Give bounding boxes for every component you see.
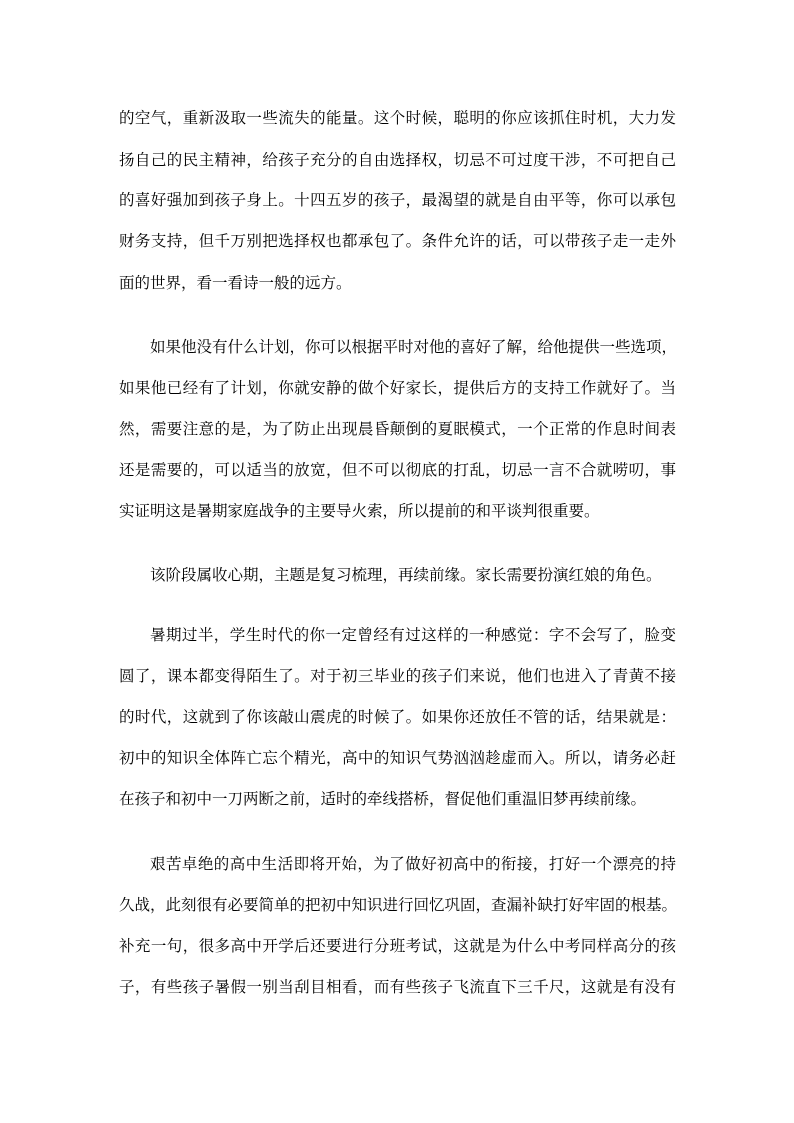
- paragraph-4-line-5: 在孩子和初中一刀两断之前，适时的牵线搭桥，督促他们重温旧梦再续前缘。: [119, 790, 647, 808]
- paragraph-2-line-3: 然，需要注意的是，为了防止出现晨昏颠倒的夏眠模式，一个正常的作息时间表: [119, 420, 676, 438]
- paragraph-1-line-3: 的喜好强加到孩子身上。十四五岁的孩子，最渴望的就是自由平等，你可以承包: [119, 191, 676, 209]
- paragraph-2-line-1: 如果他没有什么计划，你可以根据平时对他的喜好了解，给他提供一些选项，: [150, 338, 678, 356]
- paragraph-2-line-5: 实证明这是暑期家庭战争的主要导火索，所以提前的和平谈判很重要。: [119, 502, 600, 520]
- paragraph-1-line-4: 财务支持，但千万别把选择权也都承包了。条件允许的话，可以带孩子走一走外: [119, 232, 676, 250]
- paragraph-3-line-1: 该阶段属收心期，主题是复习梳理，再续前缘。家长需要扮演红娘的角色。: [150, 566, 662, 584]
- paragraph-5-line-2: 久战，此刻很有必要简单的把初中知识进行回忆巩固，查漏补缺打好牢固的根基。: [119, 896, 678, 914]
- paragraph-2-line-2: 如果他已经有了计划，你就安静的做个好家长，提供后方的支持工作就好了。当: [119, 379, 676, 397]
- paragraph-4-line-1: 暑期过半，学生时代的你一定曾经有过这样的一种感觉：字不会写了，脸变: [150, 626, 676, 644]
- paragraph-4-line-4: 初中的知识全体阵亡忘个精光，高中的知识气势汹汹趁虚而入。所以，请务必赶: [119, 749, 676, 767]
- paragraph-1-line-5: 面的世界，看一看诗一般的远方。: [119, 274, 352, 292]
- paragraph-4-line-3: 的时代，这就到了你该敲山震虎的时候了。如果你还放任不管的话，结果就是：: [119, 708, 676, 726]
- paragraph-2-line-4: 还是需要的，可以适当的放宽，但不可以彻底的打乱，切忌一言不合就唠叨，事: [119, 461, 676, 479]
- paragraph-4-line-2: 圆了，课本都变得陌生了。对于初三毕业的孩子们来说，他们也进入了青黄不接: [119, 667, 676, 685]
- paragraph-5-line-4: 子，有些孩子暑假一别当刮目相看，而有些孩子飞流直下三千尺，这就是有没有: [119, 978, 676, 996]
- paragraph-1-line-1: 的空气，重新汲取一些流失的能量。这个时候，聪明的你应该抓住时机，大力发: [119, 109, 676, 127]
- paragraph-1-line-2: 扬自己的民主精神，给孩子充分的自由选择权，切忌不可过度干涉，不可把自己: [119, 151, 676, 169]
- paragraph-5-line-3: 补充一句，很多高中开学后还要进行分班考试，这就是为什么中考同样高分的孩: [119, 937, 676, 955]
- paragraph-5-line-1: 艰苦卓绝的高中生活即将开始，为了做好初高中的衔接，打好一个漂亮的持: [150, 855, 676, 873]
